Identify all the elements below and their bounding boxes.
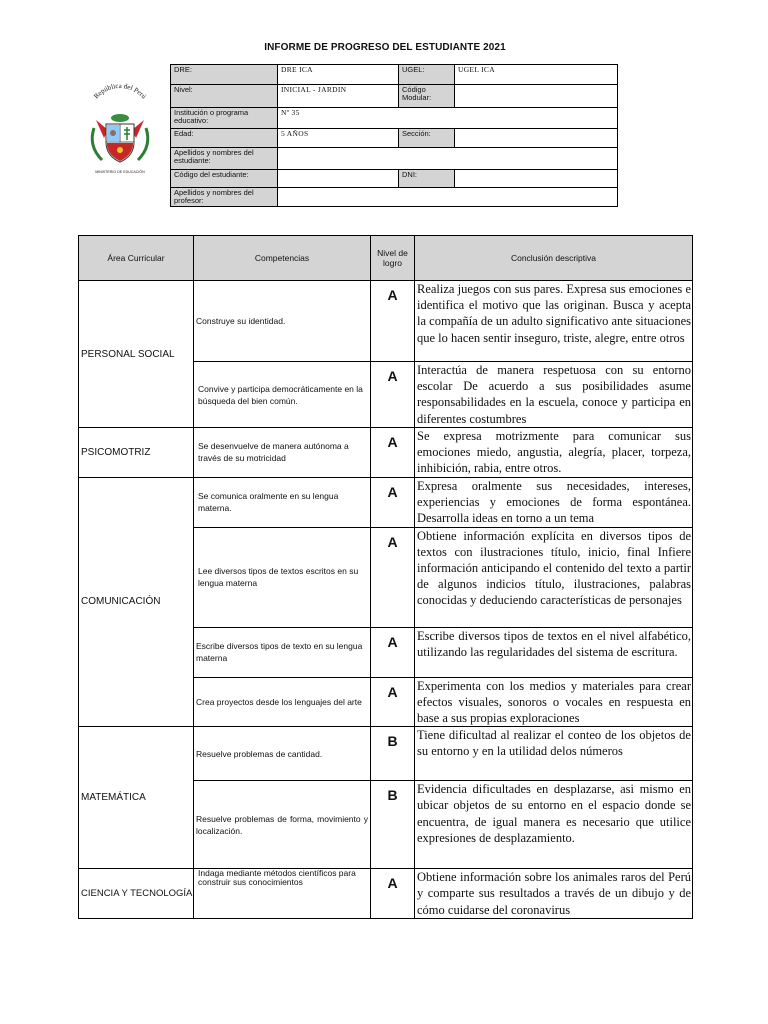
nivel-logro-cell: A [371,527,415,627]
apellidos-profesor-value [278,188,618,207]
conclusion-cell: Tiene dificultad al realizar el conteo de los objetos de su entorno y en la utilidad delos números [415,727,693,781]
student-info-table [170,64,618,207]
competencia-cell: Crea proyectos desde los lenguajes del arte [194,677,371,727]
codigo-estudiante-value [278,170,399,188]
competencia-cell: Indaga mediante métodos científicos para construir sus conocimientos [194,869,371,919]
table-row [79,869,693,919]
conclusion-cell: Interactúa de manera respetuosa con su entorno escolar De acuerdo a sus posibilidades asume responsabilidades en la escuela, conoce y participa en diferentes costumbres [415,362,693,428]
ugel-label: UGEL: [399,65,455,85]
conclusion-cell: Evidencia dificultades en desplazarse, asi mismo en ubicar objetos de su entorno en el espacio donde se encuentra, de igual manera es necesario que utilice expresiones de desplazamiento. [415,781,693,869]
area-cell: PSICOMOTRIZ [79,428,194,478]
nivel-logro-cell: A [371,869,415,919]
apellidos-estudiante-value [278,148,618,170]
nivel-logro-cell: A [371,281,415,362]
conclusion-cell: Escribe diversos tipos de textos en el nivel alfabético, utilizando las regularidades del sistema de escritura. [415,627,693,677]
nivel-label: Nivel: [171,85,278,108]
svg-text:República del Perú: República del Perú [92,81,148,101]
area-cell: COMUNICACIÓN [79,477,194,727]
peru-coat-of-arms-logo [78,80,162,180]
progress-table [78,235,693,919]
nivel-logro-cell: A [371,477,415,527]
nivel-value: INICIAL - JARDIN [278,85,399,108]
document-title: INFORME DE PROGRESO DEL ESTUDIANTE 2021 [264,42,506,53]
dni-label: DNI: [399,170,455,188]
edad-value: 5 AÑOS [278,129,399,148]
institucion-value: Nº 35 [278,108,618,129]
codigo-estudiante-label: Código del estudiante: [171,170,278,188]
competencia-cell: Se desenvuelve de manera autónoma a través de su motricidad [194,428,371,478]
nivel-logro-cell: B [371,781,415,869]
dre-value: DRE ICA [278,65,399,85]
conclusion-cell: Obtiene información explícita en diversos tipos de textos con ilustraciones título, inicio, final Infiere información anticipando el contenido del texto a partir de algunos indicios título, ilustraciones, palabras conocidas y deduciendo características de personajes [415,527,693,627]
nivel-logro-cell: A [371,677,415,727]
nivel-logro-cell: B [371,727,415,781]
table-row [79,727,693,781]
ugel-value: UGEL ICA [455,65,618,85]
competencia-cell: Se comunica oralmente en su lengua materna. [194,477,371,527]
area-cell: MATEMÁTICA [79,727,194,869]
conclusion-cell: Expresa oralmente sus necesidades, intereses, experiencias y emociones de forma espontánea. Desarrolla ideas en torno a un tema [415,477,693,527]
nivel-logro-cell: A [371,428,415,478]
edad-label: Edad: [171,129,278,148]
conclusion-cell: Obtiene información sobre los animales raros del Perú y comparte sus resultados a través de un dibujo y de cómo cuidarse del coronavirus [415,869,693,919]
dre-label: DRE: [171,65,278,85]
competencia-cell: Escribe diversos tipos de texto en su lengua materna [194,627,371,677]
codigo-modular-label: Código Modular: [399,85,455,108]
conclusion-cell: Experimenta con los medios y materiales para crear efectos visuales, sonoros o vocales en respuesta en base a sus propias exploraciones [415,677,693,727]
dni-value [455,170,618,188]
competencia-cell: Construye su identidad. [194,281,371,362]
table-header-row [79,236,693,281]
apellidos-profesor-label: Apellidos y nombres del profesor: [171,188,278,207]
svg-text:MINISTERIO DE EDUCACIÓN: MINISTERIO DE EDUCACIÓN [95,170,145,174]
column-header-conclusion: Conclusión descriptiva [415,236,693,281]
nivel-logro-cell: A [371,362,415,428]
table-row [79,281,693,362]
column-header-competencias: Competencias [194,236,371,281]
column-header-nivel: Nivel de logro [371,236,415,281]
apellidos-estudiante-label: Apellidos y nombres del estudiante: [171,148,278,170]
seccion-label: Sección: [399,129,455,148]
seccion-value [455,129,618,148]
competencia-cell: Convive y participa democráticamente en la búsqueda del bien común. [194,362,371,428]
conclusion-cell: Se expresa motrizmente para comunicar sus emociones miedo, angustia, alegría, placer, torpeza, inhibición, rabia, entre otros. [415,428,693,478]
area-cell: CIENCIA Y TECNOLOGÍA [79,869,194,919]
table-row [79,477,693,527]
competencia-cell: Resuelve problemas de forma, movimiento y localización. [194,781,371,869]
competencia-cell: Resuelve problemas de cantidad. [194,727,371,781]
nivel-logro-cell: A [371,627,415,677]
competencia-cell: Lee diversos tipos de textos escritos en su lengua materna [194,527,371,627]
area-cell: PERSONAL SOCIAL [79,281,194,428]
codigo-modular-value [455,85,618,108]
table-row [79,428,693,478]
institucion-label: Institución o programa educativo: [171,108,278,129]
column-header-area: Área Curricular [79,236,194,281]
conclusion-cell: Realiza juegos con sus pares. Expresa sus emociones e identifica el motivo que las originan. Busca y acepta la compañía de un adulto significativo ante situaciones que lo hacen sentir inseguro, triste, alegre, entre otros [415,281,693,362]
